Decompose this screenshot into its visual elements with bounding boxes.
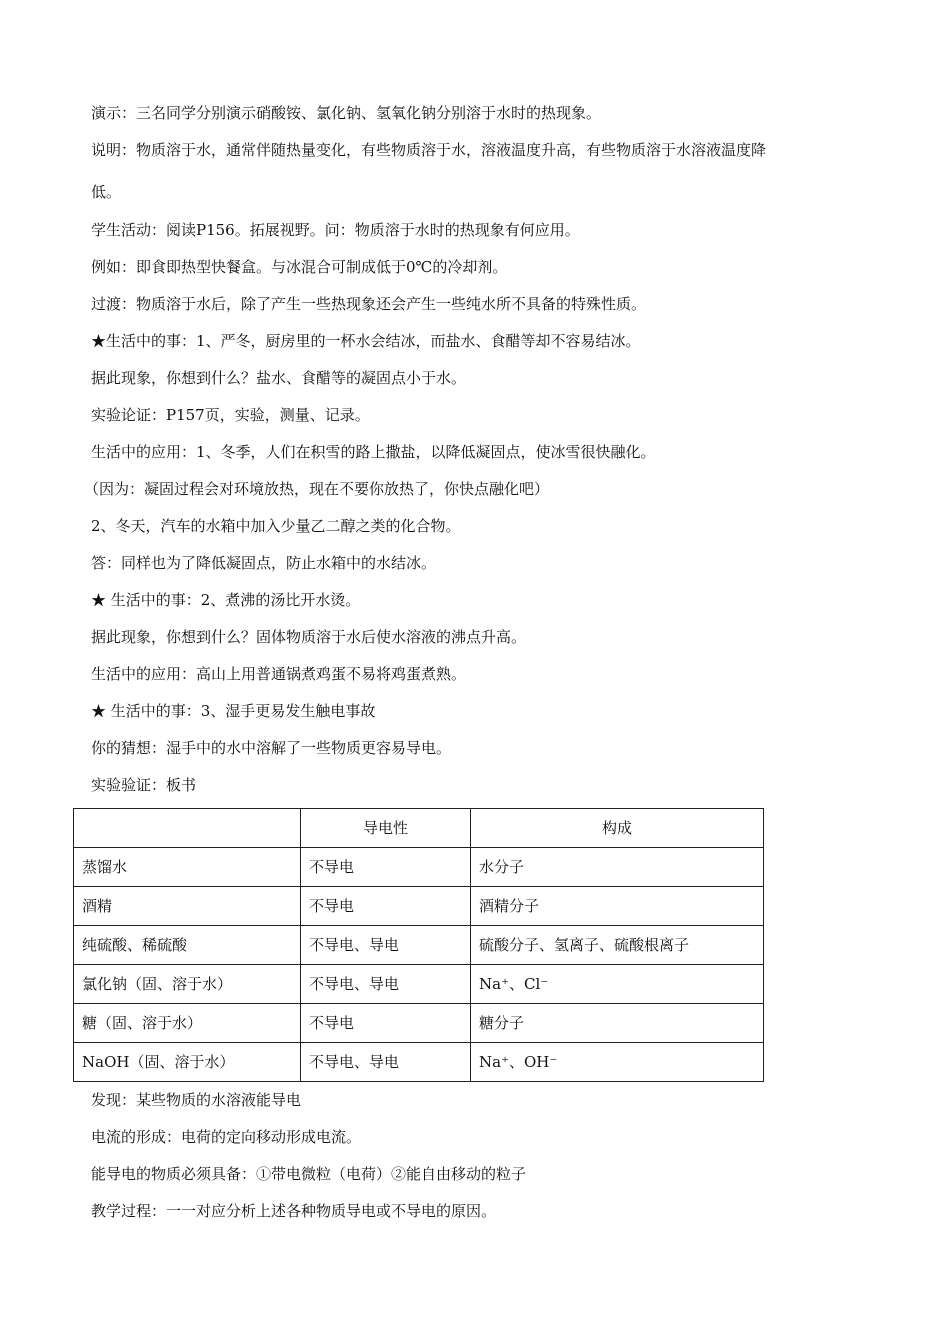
table-cell: 酒精分子 bbox=[471, 887, 764, 926]
table-row bbox=[74, 965, 764, 1004]
table-cell: 氯化钠（固、溶于水） bbox=[74, 965, 301, 1004]
table-cell: 纯硫酸、稀硫酸 bbox=[74, 926, 301, 965]
table-cell: 不导电 bbox=[301, 848, 471, 887]
table-cell: 酒精 bbox=[74, 887, 301, 926]
table-cell: 糖分子 bbox=[471, 1004, 764, 1043]
table-cell: 不导电、导电 bbox=[301, 926, 471, 965]
table-header-cell: 导电性 bbox=[301, 809, 471, 848]
table-cell: 硫酸分子、氢离子、硫酸根离子 bbox=[471, 926, 764, 965]
table-cell: 不导电 bbox=[301, 887, 471, 926]
table-cell: Na⁺、Cl⁻ bbox=[471, 965, 764, 1004]
table-cell: 不导电、导电 bbox=[301, 1043, 471, 1082]
table-cell: 糖（固、溶于水） bbox=[74, 1004, 301, 1043]
table-header-row bbox=[74, 809, 764, 848]
table-cell: NaOH（固、溶于水） bbox=[74, 1043, 301, 1082]
table-row bbox=[74, 1043, 764, 1082]
paragraph-experiment-1: 实验论证：P157页，实验，测量、记录。 bbox=[91, 406, 370, 424]
paragraph-explanation-cont: 低。 bbox=[91, 183, 122, 201]
paragraph-life-event-1: ★生活中的事：1、严冬，厨房里的一杯水会结冰，而盐水、食醋等却不容易结冰。 bbox=[91, 332, 641, 350]
conductivity-table bbox=[73, 808, 763, 1082]
paragraph-application-2: 2、冬天，汽车的水箱中加入少量乙二醇之类的化合物。 bbox=[91, 517, 461, 535]
table-row bbox=[74, 926, 764, 965]
paragraph-application-1: 生活中的应用：1、冬季，人们在积雪的路上撒盐，以降低凝固点，使冰雪很快融化。 bbox=[91, 443, 656, 461]
paragraph-student-activity: 学生活动：阅读P156。拓展视野。问：物质溶于水时的热现象有何应用。 bbox=[91, 221, 580, 239]
table-row bbox=[74, 848, 764, 887]
table-cell: 水分子 bbox=[471, 848, 764, 887]
paragraph-demo: 演示：三名同学分别演示硝酸铵、氯化钠、氢氧化钠分别溶于水时的热现象。 bbox=[91, 104, 602, 122]
table-cell: 不导电 bbox=[301, 1004, 471, 1043]
paragraph-reason: （因为：凝固过程会对环境放热，现在不要你放热了，你快点融化吧） bbox=[84, 480, 550, 498]
table-row bbox=[74, 1004, 764, 1043]
paragraph-explanation: 说明：物质溶于水，通常伴随热量变化，有些物质溶于水，溶液温度升高，有些物质溶于水溶液温度降 bbox=[91, 141, 767, 159]
table-cell: 不导电、导电 bbox=[301, 965, 471, 1004]
paragraph-thought-1: 据此现象，你想到什么？盐水、食醋等的凝固点小于水。 bbox=[91, 369, 467, 387]
paragraph-life-event-3: ★ 生活中的事：3、湿手更易发生触电事故 bbox=[91, 702, 376, 720]
table-cell: 蒸馏水 bbox=[74, 848, 301, 887]
paragraph-example: 例如：即食即热型快餐盒。与冰混合可制成低于0℃的冷却剂。 bbox=[91, 258, 508, 276]
paragraph-application-3: 生活中的应用：高山上用普通锅煮鸡蛋不易将鸡蛋煮熟。 bbox=[91, 665, 467, 683]
table-header-cell bbox=[74, 809, 301, 848]
table-cell: Na⁺、OH⁻ bbox=[471, 1043, 764, 1082]
table-header-cell: 构成 bbox=[471, 809, 764, 848]
paragraph-life-event-2: ★ 生活中的事：2、煮沸的汤比开水烫。 bbox=[91, 591, 361, 609]
table-row bbox=[74, 887, 764, 926]
paragraph-thought-2: 据此现象，你想到什么？固体物质溶于水后使水溶液的沸点升高。 bbox=[91, 628, 527, 646]
paragraph-conductor-requirements: 能导电的物质必须具备：①带电微粒（电荷）②能自由移动的粒子 bbox=[91, 1165, 527, 1183]
paragraph-transition: 过渡：物质溶于水后，除了产生一些热现象还会产生一些纯水所不具备的特殊性质。 bbox=[91, 295, 647, 313]
paragraph-current-formation: 电流的形成：电荷的定向移动形成电流。 bbox=[91, 1128, 362, 1146]
paragraph-finding: 发现：某些物质的水溶液能导电 bbox=[91, 1091, 302, 1109]
paragraph-teaching-process: 教学过程：一一对应分析上述各种物质导电或不导电的原因。 bbox=[91, 1202, 497, 1220]
paragraph-experiment-2: 实验验证：板书 bbox=[91, 776, 197, 794]
paragraph-guess: 你的猜想：湿手中的水中溶解了一些物质更容易导电。 bbox=[91, 739, 452, 757]
paragraph-answer: 答：同样也为了降低凝固点，防止水箱中的水结冰。 bbox=[91, 554, 437, 572]
